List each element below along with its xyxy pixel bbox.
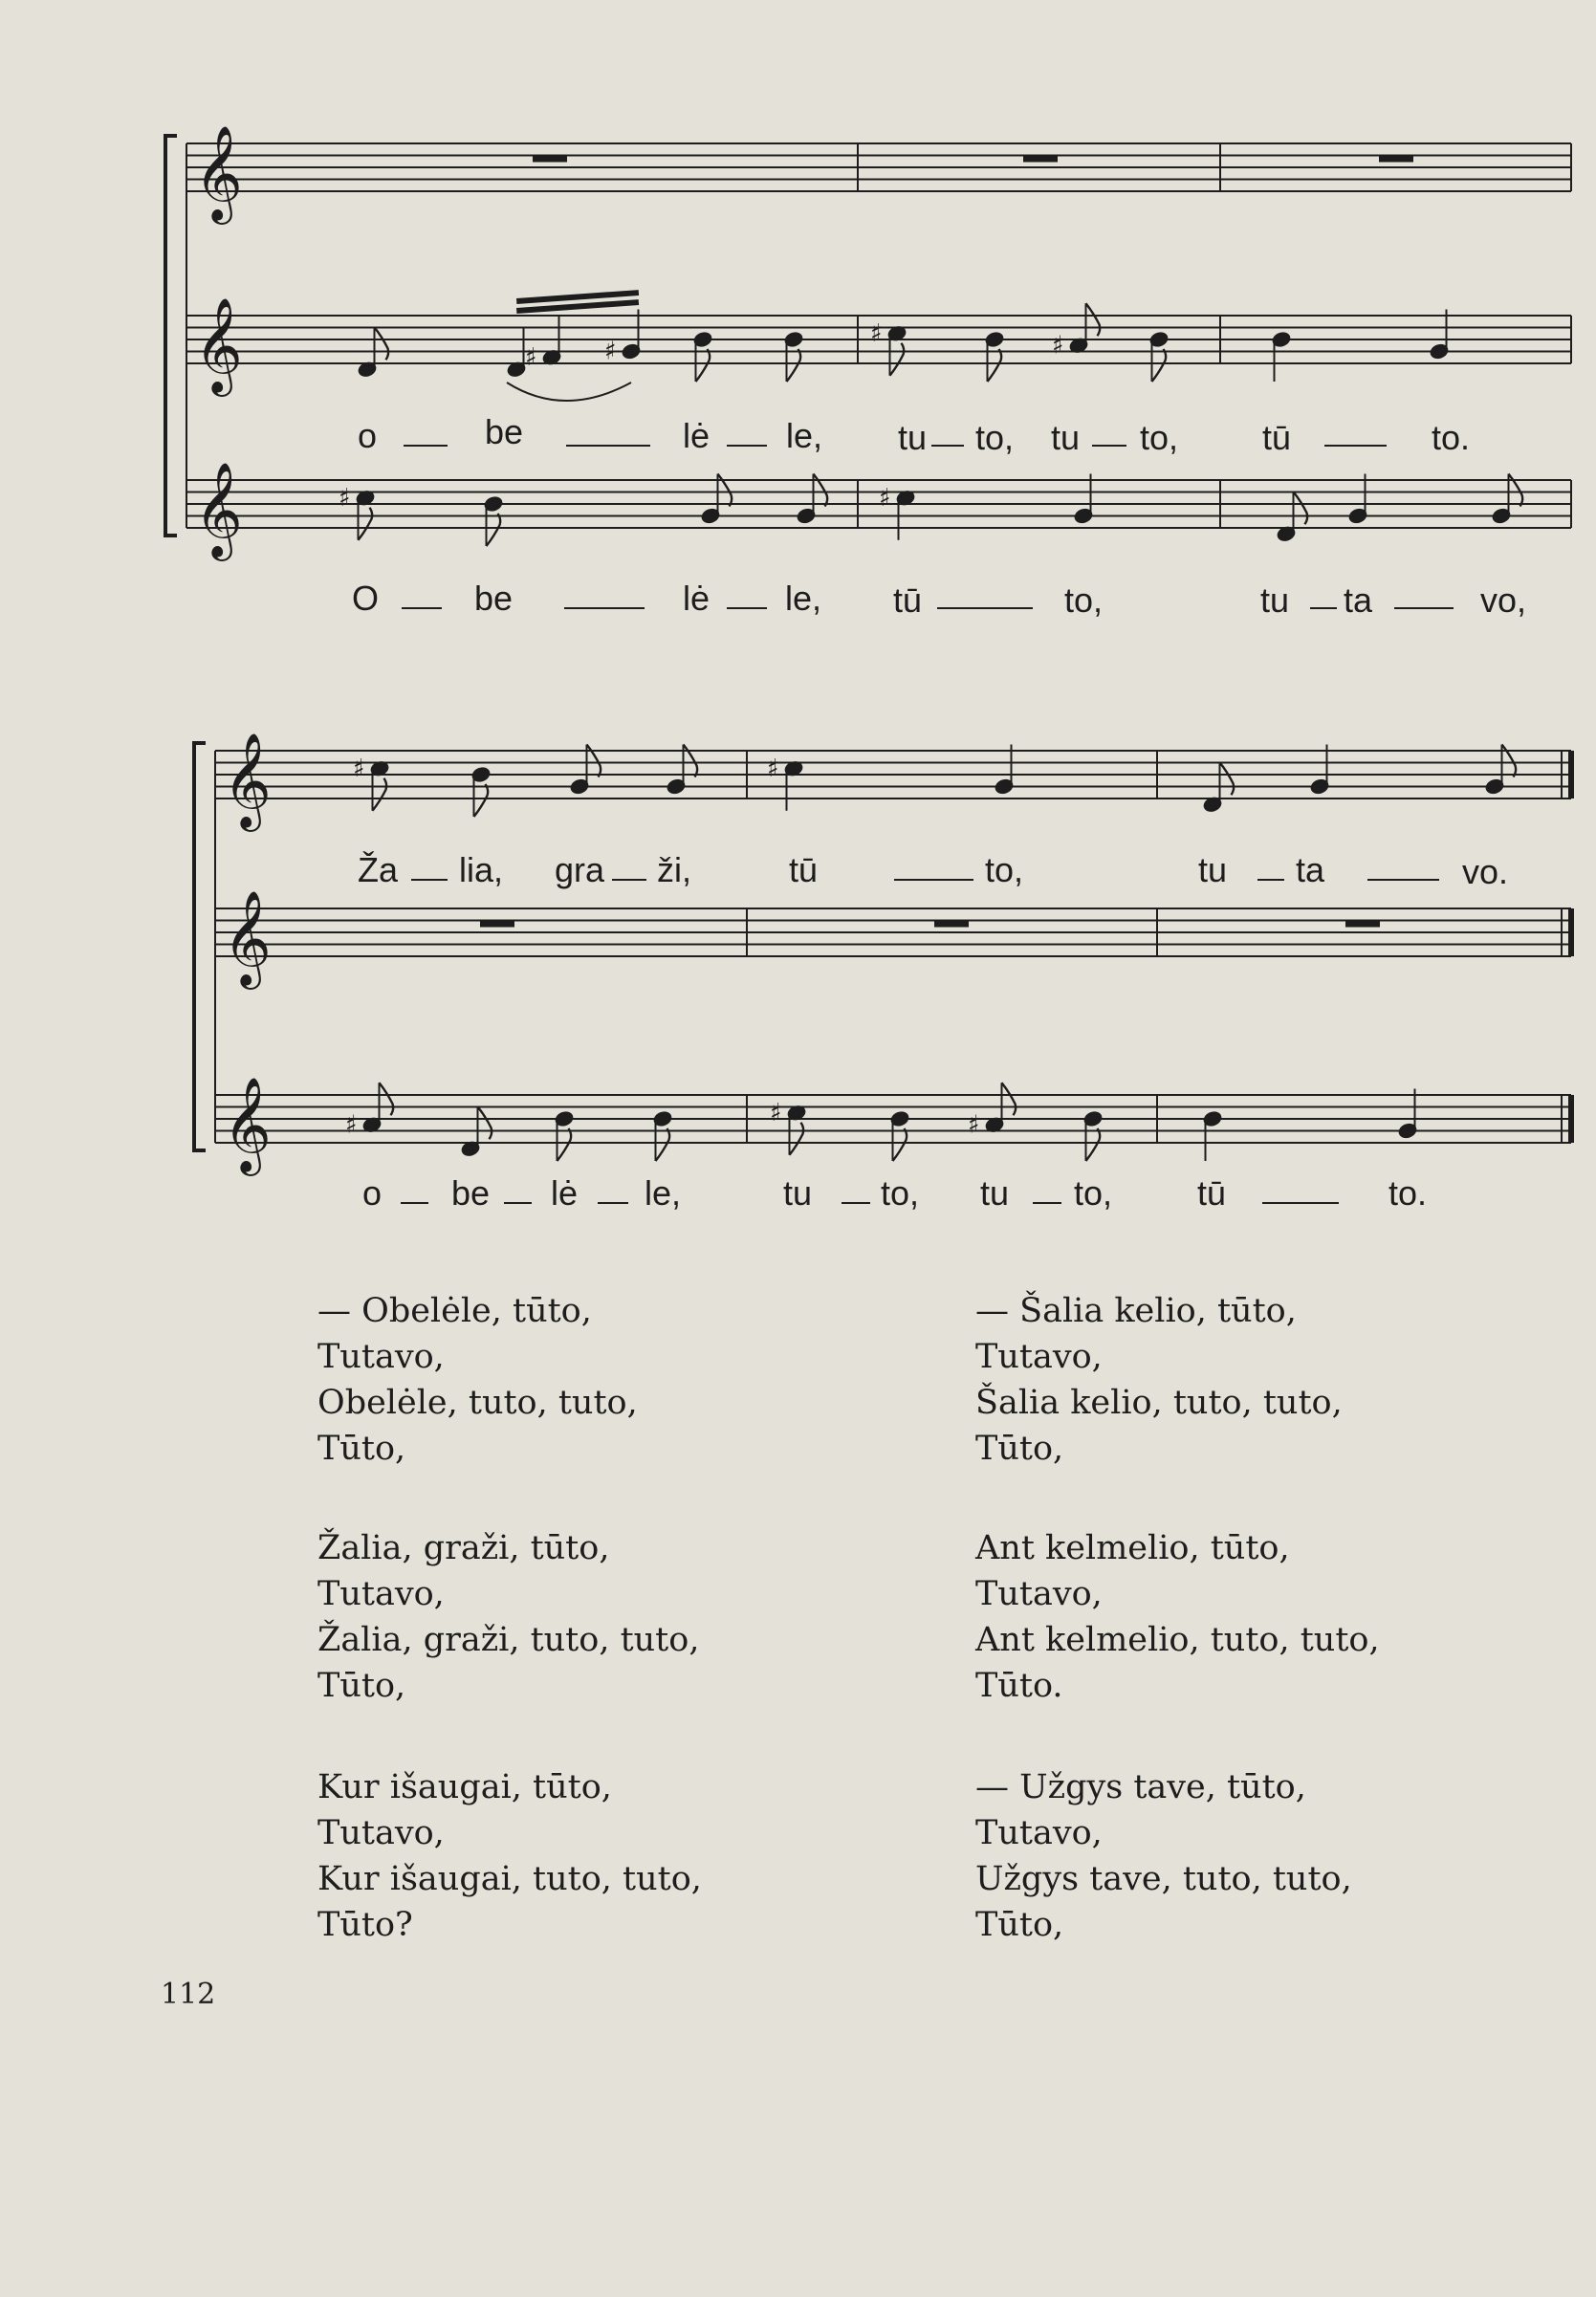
verse-line: Tūto, <box>975 1906 1064 1944</box>
note-flag <box>1002 1083 1017 1115</box>
lyric-syllable: be <box>473 579 514 618</box>
note-flag <box>787 349 801 382</box>
lyric-syllable: vo. <box>1461 852 1509 891</box>
verse-line: — Užgys tave, tūto, <box>975 1768 1306 1806</box>
note-flag <box>359 508 373 540</box>
treble-clef: 𝄞 <box>223 1077 272 1172</box>
lyric-syllable: lia, <box>458 850 504 889</box>
sharp-sign: ♯ <box>604 337 617 366</box>
note-flag <box>718 474 732 507</box>
note-flag <box>1220 762 1235 795</box>
note-flag <box>1086 303 1101 336</box>
whole-rest <box>1023 156 1058 163</box>
verse-line: Ant kelmelio, tūto, <box>975 1529 1290 1567</box>
verse-line: Užgys tave, tuto, tuto, <box>975 1860 1352 1898</box>
note-flag <box>1086 1128 1101 1161</box>
lyric-syllable: gra <box>554 850 605 889</box>
sharp-sign: ♯ <box>879 483 891 513</box>
verse-line: Tutavo, <box>317 1814 445 1852</box>
note-flag <box>375 327 389 360</box>
lyric-syllable: le, <box>785 416 823 455</box>
note-flag <box>988 349 1002 382</box>
note-flag <box>380 1083 394 1115</box>
verse-line: Tūto, <box>975 1430 1064 1468</box>
note-flag <box>814 474 828 507</box>
lyric-syllable: tū <box>1196 1173 1227 1213</box>
treble-clef: 𝄞 <box>223 890 272 986</box>
lyric-syllable: lė <box>550 1173 579 1213</box>
whole-rest <box>480 921 514 928</box>
lyric-syllable: ta <box>1295 850 1325 889</box>
verse-line: Tūto? <box>317 1906 413 1944</box>
lyric-syllable: Ža <box>357 850 399 889</box>
note-flag <box>1152 349 1167 382</box>
verse-line: Tūto, <box>317 1667 406 1705</box>
sharp-sign: ♯ <box>345 1110 358 1140</box>
sharp-sign: ♯ <box>339 483 351 513</box>
lyric-syllable: vo, <box>1479 580 1527 620</box>
verse-stanza <box>317 1288 638 1472</box>
sharp-sign: ♯ <box>870 318 883 348</box>
lyric-syllable: tu <box>979 1173 1010 1213</box>
lyric-syllable: lė <box>682 579 711 618</box>
verse-stanza <box>975 1525 1380 1709</box>
lyric-syllable: to, <box>1139 418 1179 457</box>
lyric-syllable: to. <box>1431 418 1471 457</box>
note-flag <box>1509 474 1523 507</box>
treble-clef: 𝄞 <box>194 462 243 558</box>
treble-clef: 𝄞 <box>194 125 243 221</box>
lyric-syllable: le, <box>784 579 822 618</box>
verse-line: Ant kelmelio, tuto, tuto, <box>975 1621 1380 1659</box>
sharp-sign: ♯ <box>770 1098 782 1127</box>
treble-clef: 𝄞 <box>194 297 243 393</box>
lyric-syllable: tu <box>1259 580 1290 620</box>
lyric-syllable: to, <box>1073 1173 1113 1213</box>
lyric-syllable: to, <box>1063 580 1104 620</box>
system-bracket <box>165 136 177 536</box>
lyric-syllable: tu <box>1197 850 1228 889</box>
verse-line: Tutavo, <box>317 1338 445 1376</box>
lyric-syllable: to, <box>984 850 1024 889</box>
page-number: 112 <box>161 1978 216 2011</box>
note-flag <box>478 1106 492 1139</box>
note-flag <box>487 514 501 546</box>
lyric-syllable: ži, <box>657 850 691 889</box>
verse-line: Kur išaugai, tuto, tuto, <box>317 1860 702 1898</box>
lyric-syllable: le, <box>644 1173 682 1213</box>
verse-line: Tutavo, <box>975 1338 1103 1376</box>
sharp-sign: ♯ <box>1052 331 1064 361</box>
verse-stanza <box>975 1764 1352 1948</box>
verse-line: Tūto, <box>317 1430 406 1468</box>
note-flag <box>373 778 387 811</box>
system-bracket <box>194 743 206 1150</box>
whole-rest <box>533 156 567 163</box>
verse-line: — Šalia kelio, tūto, <box>975 1292 1297 1330</box>
lyric-syllable: be <box>484 412 524 451</box>
lyric-syllable: tū <box>1261 418 1292 457</box>
note-flag <box>696 349 711 382</box>
verse-stanza <box>317 1525 699 1709</box>
lyric-syllable: be <box>450 1173 491 1213</box>
whole-rest <box>1345 921 1380 928</box>
note-flag <box>893 1128 907 1161</box>
lyric-syllable: tū <box>788 850 819 889</box>
note-flag <box>1294 492 1308 524</box>
verse-line: Tutavo, <box>317 1575 445 1613</box>
note-flag <box>474 784 489 817</box>
note-flag <box>558 1128 572 1161</box>
lyric-syllable: O <box>351 579 380 618</box>
lyric-syllable: tū <box>892 580 923 620</box>
note-flag <box>656 1128 670 1161</box>
verse-stanza <box>975 1288 1343 1472</box>
sharp-sign: ♯ <box>968 1110 980 1140</box>
verse-line: Kur išaugai, tūto, <box>317 1768 612 1806</box>
lyric-syllable: o <box>357 416 378 455</box>
verse-line: Žalia, graži, tuto, tuto, <box>317 1621 700 1659</box>
note-flag <box>587 745 601 777</box>
sharp-sign: ♯ <box>767 754 779 783</box>
verse-stanza <box>317 1764 702 1948</box>
verse-line: Žalia, graži, tūto, <box>317 1529 610 1567</box>
verse-line: Tūto. <box>975 1667 1063 1705</box>
note-flag <box>684 745 698 777</box>
treble-clef: 𝄞 <box>223 733 272 828</box>
lyric-syllable: o <box>361 1173 383 1213</box>
lyric-syllable: to, <box>974 418 1015 457</box>
lyric-syllable: lė <box>682 416 711 455</box>
whole-rest <box>934 921 969 928</box>
note-flag <box>1502 745 1517 777</box>
lyric-syllable: tu <box>897 418 928 457</box>
note-flag <box>890 343 905 376</box>
note-flag <box>790 1123 804 1155</box>
verse-line: — Obelėle, tūto, <box>317 1292 592 1330</box>
lyric-syllable: to. <box>1388 1173 1428 1213</box>
lyric-syllable: tu <box>1050 418 1081 457</box>
lyric-syllable: to, <box>880 1173 920 1213</box>
verse-line: Tutavo, <box>975 1814 1103 1852</box>
lyric-syllable: tu <box>782 1173 813 1213</box>
lyric-syllable: ta <box>1343 580 1373 620</box>
sharp-sign: ♯ <box>525 342 537 372</box>
verse-line: Obelėle, tuto, tuto, <box>317 1384 638 1422</box>
verse-line: Tutavo, <box>975 1575 1103 1613</box>
sharp-sign: ♯ <box>353 754 365 783</box>
verse-line: Šalia kelio, tuto, tuto, <box>975 1384 1343 1422</box>
whole-rest <box>1379 156 1413 163</box>
slur <box>507 383 631 401</box>
